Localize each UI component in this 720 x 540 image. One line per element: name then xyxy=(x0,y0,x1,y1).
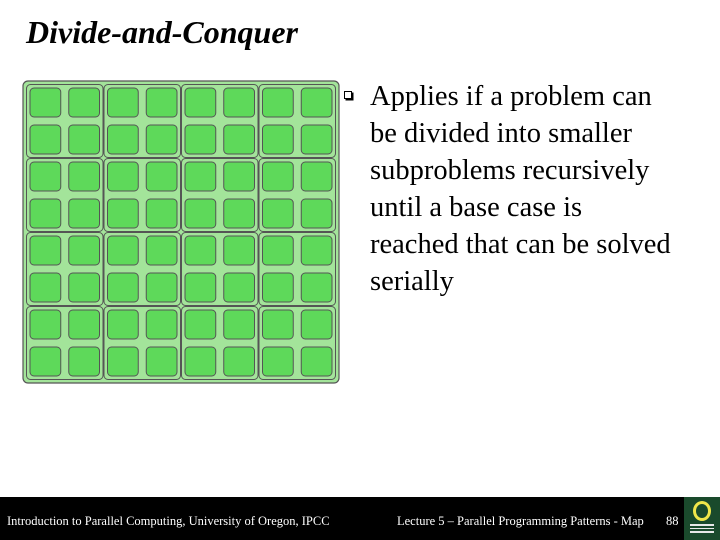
grid-cell xyxy=(263,273,294,302)
grid-cell xyxy=(224,310,255,339)
grid-cell xyxy=(185,273,216,302)
bullet-line: reached that can be solved xyxy=(370,229,671,260)
grid-cell xyxy=(224,347,255,376)
grid-cell xyxy=(30,347,61,376)
grid-cell xyxy=(146,88,177,117)
grid-cell xyxy=(185,162,216,191)
grid-cell xyxy=(108,125,139,154)
grid-cell xyxy=(69,88,100,117)
grid-cell xyxy=(146,236,177,265)
grid-cell xyxy=(301,162,332,191)
grid-cell xyxy=(108,236,139,265)
bullet-list xyxy=(340,78,714,300)
grid-cell xyxy=(263,162,294,191)
grid-cell xyxy=(224,199,255,228)
grid-cell xyxy=(301,347,332,376)
grid-cell xyxy=(263,310,294,339)
grid-cell xyxy=(69,347,100,376)
grid-cell xyxy=(69,125,100,154)
grid-cell xyxy=(224,236,255,265)
grid-cell xyxy=(146,310,177,339)
grid-cell xyxy=(146,347,177,376)
grid-cell xyxy=(108,347,139,376)
grid-cell xyxy=(108,162,139,191)
grid-cell xyxy=(263,199,294,228)
grid-cell xyxy=(30,125,61,154)
grid-cell xyxy=(263,125,294,154)
grid-cell xyxy=(301,236,332,265)
grid-svg xyxy=(22,80,340,384)
divide-and-conquer-grid-figure xyxy=(22,80,340,384)
grid-cell xyxy=(30,88,61,117)
grid-cell xyxy=(108,273,139,302)
bullet-line: be divided into smaller xyxy=(370,118,632,149)
grid-cell xyxy=(69,310,100,339)
grid-cell xyxy=(69,236,100,265)
grid-cell xyxy=(108,310,139,339)
bullet-line: serially xyxy=(370,266,454,297)
grid-cell xyxy=(263,88,294,117)
grid-cell xyxy=(30,162,61,191)
grid-cell xyxy=(301,310,332,339)
grid-cell xyxy=(146,273,177,302)
grid-cell xyxy=(224,273,255,302)
grid-cell xyxy=(185,347,216,376)
grid-cell xyxy=(146,162,177,191)
grid-cell xyxy=(146,199,177,228)
grid-cell xyxy=(301,199,332,228)
footer-lecture-title: Lecture 5 – Parallel Programming Patterns - Map xyxy=(397,514,644,528)
bullet-text xyxy=(370,78,714,300)
grid-cell xyxy=(108,88,139,117)
grid-cell xyxy=(301,88,332,117)
grid-cell xyxy=(146,125,177,154)
bullet-line: subproblems recursively xyxy=(370,155,650,186)
footer-course-title: Introduction to Parallel Computing, University of Oregon, IPCC xyxy=(7,514,330,528)
grid-cell xyxy=(263,236,294,265)
grid-cell xyxy=(185,236,216,265)
grid-cell xyxy=(301,273,332,302)
slide-title: Divide-and-Conquer xyxy=(26,14,298,50)
logo-wordmark xyxy=(690,524,714,536)
page-number: 88 xyxy=(666,514,679,528)
grid-cell xyxy=(301,125,332,154)
grid-cell xyxy=(69,162,100,191)
grid-cell xyxy=(185,199,216,228)
logo-o-mark xyxy=(693,501,711,521)
square-bullet-icon xyxy=(344,91,352,99)
university-of-oregon-logo-icon xyxy=(684,497,720,540)
grid-cell xyxy=(185,88,216,117)
grid-cell xyxy=(69,273,100,302)
bullet-line: Applies if a problem can xyxy=(370,81,652,112)
grid-cell xyxy=(69,199,100,228)
grid-cell xyxy=(30,236,61,265)
grid-cell xyxy=(224,88,255,117)
grid-cell xyxy=(224,162,255,191)
grid-cell xyxy=(224,125,255,154)
grid-cell xyxy=(30,273,61,302)
grid-cell xyxy=(30,310,61,339)
grid-cell xyxy=(185,310,216,339)
grid-cell xyxy=(185,125,216,154)
grid-cell xyxy=(263,347,294,376)
bullet-line: until a base case is xyxy=(370,192,583,223)
grid-cell xyxy=(30,199,61,228)
grid-cell xyxy=(108,199,139,228)
